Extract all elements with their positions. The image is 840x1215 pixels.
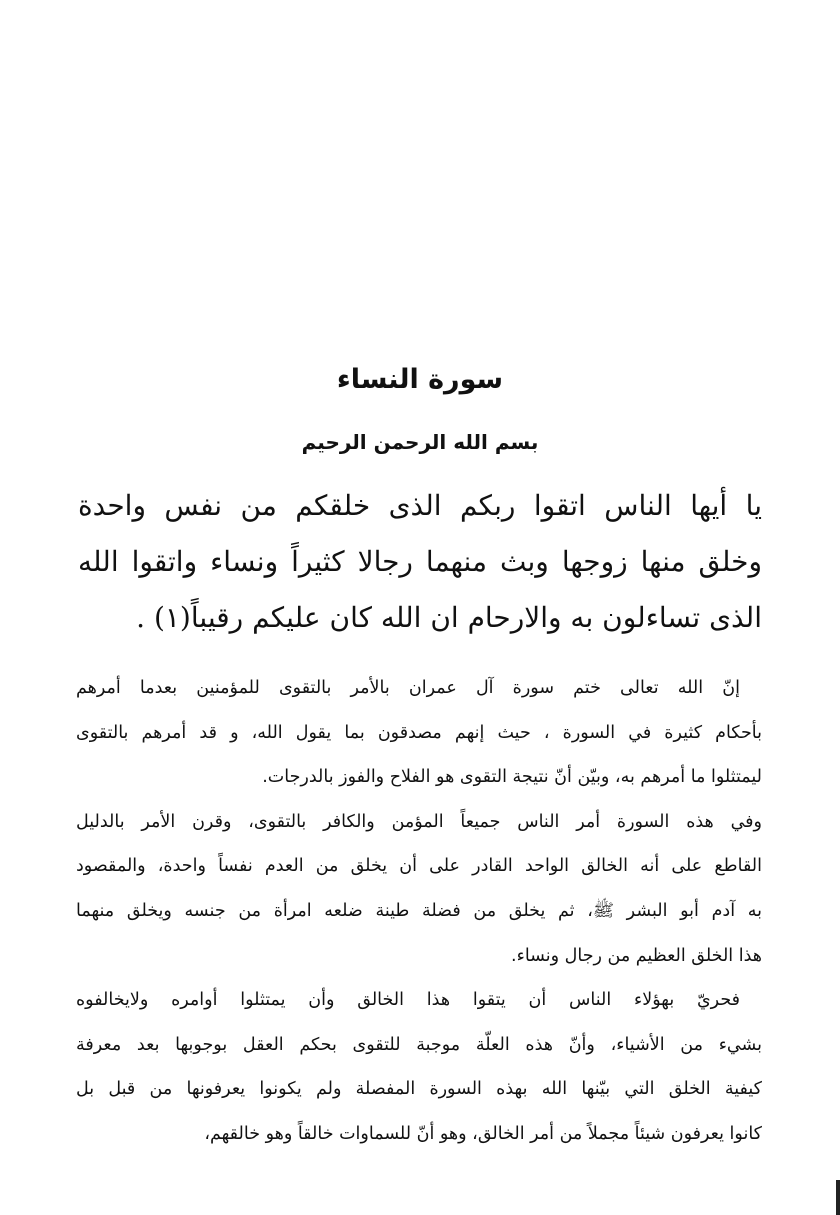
commentary-paragraph [76, 800, 762, 978]
verse-line: الذى تساءلون به والارحام ان الله كان عليكم رقيباً(١) . [136, 601, 762, 634]
paragraph-line: كيفية الخلق التي بيّنها الله بهذه السورة المفصلة ولم يكونوا يعرفونها من قبل بل [76, 1079, 762, 1100]
paragraph-line: كانوا يعرفون شيئاً مجملاً من أمر الخالق، وهو أنّ للسماوات خالقاً وهو خالقهم، [204, 1123, 762, 1144]
paragraph-line: بأحكام كثيرة في السورة ، حيث إنهم مصدقون بما يقول الله، و قد أمرهم بالتقوى [76, 722, 762, 743]
paragraph-line: إنّ الله تعالى ختم سورة آل عمران بالأمر بالتقوى للمؤمنين بعدما أمرهم [76, 678, 740, 698]
commentary [76, 666, 762, 1157]
commentary-paragraph [76, 978, 762, 1156]
paragraph-line: القاطع على أنه الخالق الواحد القادر على أن يخلق من العدم نفساً واحدة، والمقصود [76, 856, 762, 877]
paragraph-line: بشيء من الأشياء، وأنّ هذه العلّة موجبة للتقوى بحكم العقل بوجوبها بعد معرفة [76, 1034, 762, 1055]
page-edge-mark [836, 1180, 840, 1215]
verse-line: وخلق منها زوجها وبث منهما رجالا كثيراً ونساء واتقوا الله [78, 545, 762, 578]
commentary-paragraph [76, 666, 762, 800]
basmala: بسم الله الرحمن الرحيم [301, 430, 539, 454]
paragraph-line: به آدم أبو البشر ﷺ، ثم يخلق من فضلة طينة ضلعه امرأة من جنسه ويخلق منهما [76, 900, 762, 921]
quran-verse [78, 478, 762, 646]
surah-title: سورة النساء [336, 364, 504, 395]
paragraph-line: فحريّ بهؤلاء الناس أن يتقوا هذا الخالق وأن يمتثلوا أوامره ولايخالفوه [76, 990, 740, 1011]
paragraph-line: ليمتثلوا ما أمرهم به، وبيّن أنّ نتيجة التقوى هو الفلاح والفوز بالدرجات. [262, 767, 762, 788]
paragraph-line: هذا الخلق العظيم من رجال ونساء. [511, 945, 762, 966]
paragraph-line: وفي هذه السورة أمر الناس جميعاً المؤمن والكافر بالتقوى، وقرن الأمر بالدليل [76, 811, 762, 832]
verse-line: يا أيها الناس اتقوا ربكم الذى خلقكم من نفس واحدة [78, 489, 762, 522]
